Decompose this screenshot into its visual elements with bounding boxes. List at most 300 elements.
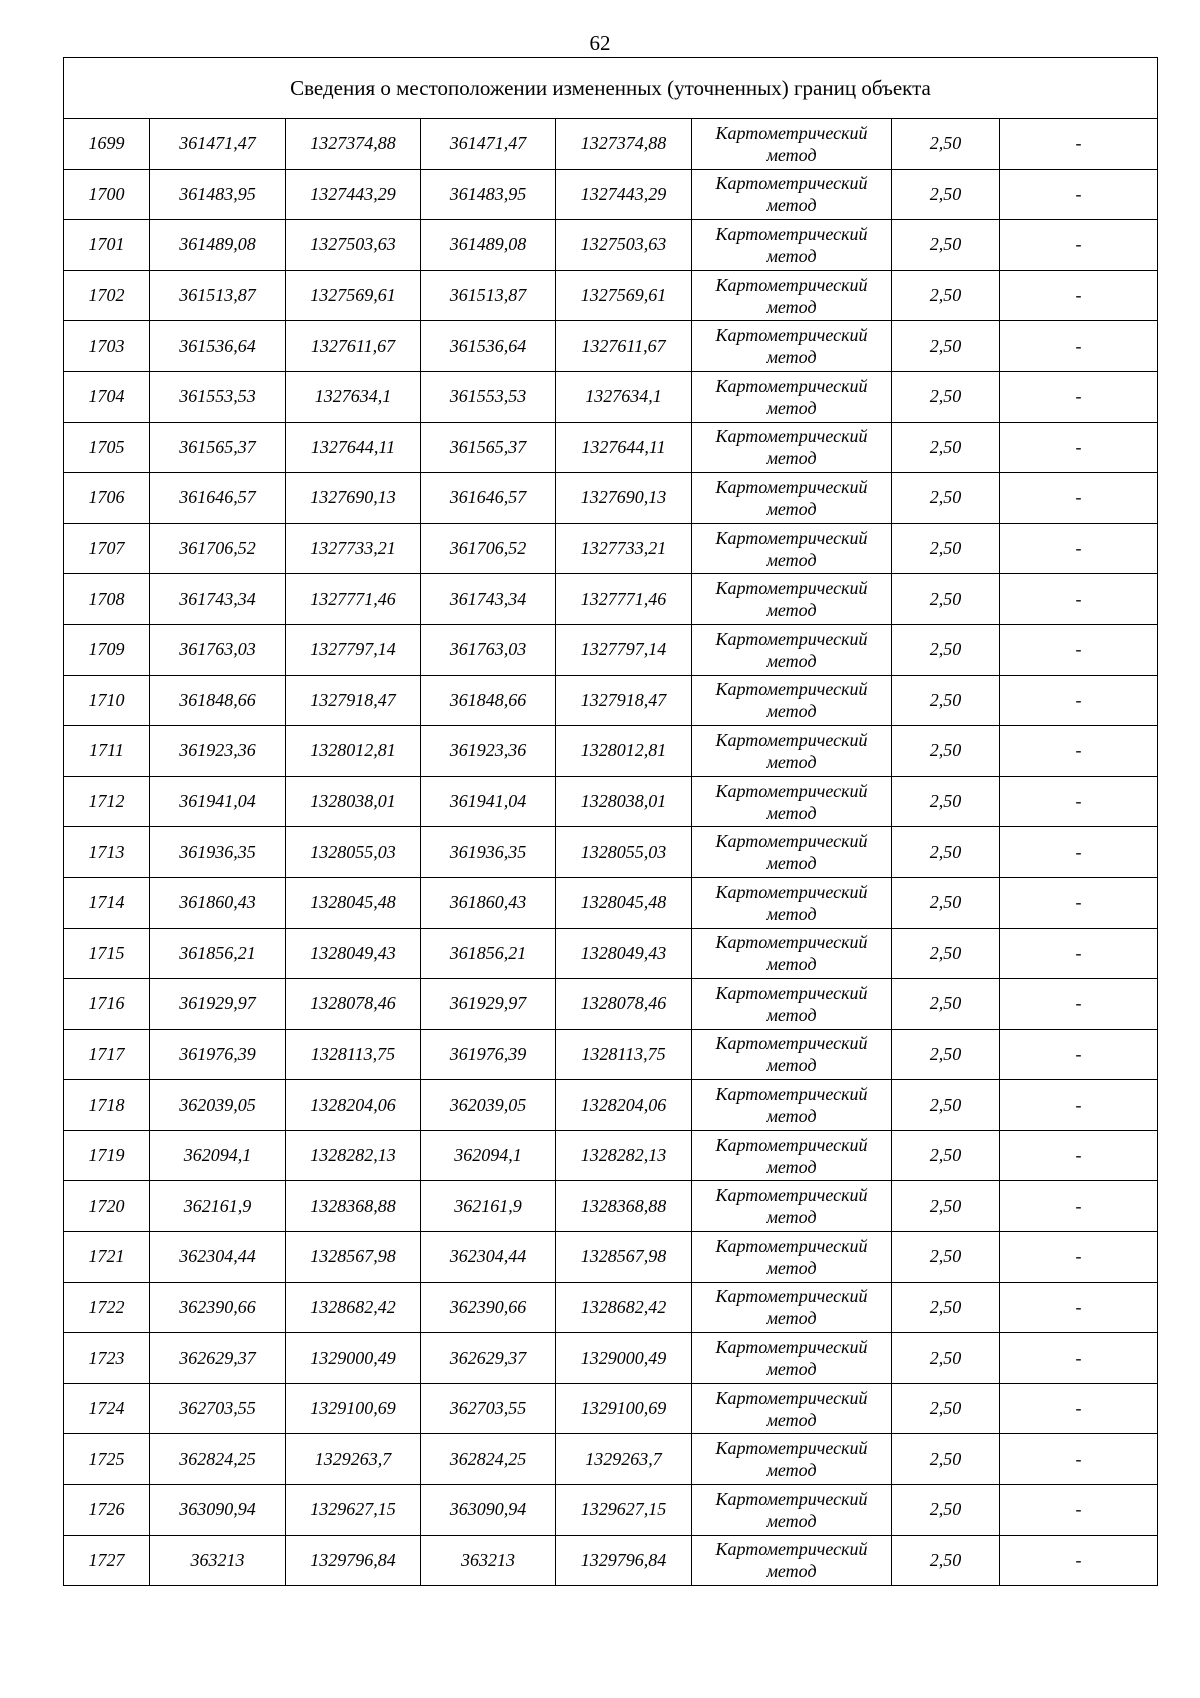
accuracy-cell: 2,50 <box>892 220 1000 271</box>
accuracy-cell: 2,50 <box>892 371 1000 422</box>
method-line-1: Картометрический <box>715 780 868 801</box>
accuracy-cell: 2,50 <box>892 1130 1000 1181</box>
method-line-2: метод <box>766 1055 817 1076</box>
table-row <box>64 1535 1158 1586</box>
method-line-2: метод <box>766 245 817 266</box>
point-number-cell: 1723 <box>64 1333 150 1384</box>
method-line-2: метод <box>766 954 817 975</box>
method-line-1: Картометрический <box>715 1286 868 1307</box>
y-existing-cell: 1328368,88 <box>286 1181 421 1232</box>
method-cell <box>692 1485 892 1536</box>
method-line-1: Картометрический <box>715 527 868 548</box>
table-row <box>64 1333 1158 1384</box>
x-existing-cell: 361483,95 <box>150 169 286 220</box>
method-line-1: Картометрический <box>715 1387 868 1408</box>
point-number-cell: 1720 <box>64 1181 150 1232</box>
y-existing-cell: 1328682,42 <box>286 1282 421 1333</box>
table-row <box>64 1232 1158 1283</box>
method-line-2: метод <box>766 1409 817 1430</box>
y-existing-cell: 1328113,75 <box>286 1029 421 1080</box>
x-existing-cell: 362703,55 <box>150 1383 286 1434</box>
description-cell: - <box>1000 624 1158 675</box>
point-number-cell: 1704 <box>64 371 150 422</box>
accuracy-cell: 2,50 <box>892 1333 1000 1384</box>
table-header-row <box>64 58 1158 119</box>
x-refined-cell: 362161,9 <box>421 1181 556 1232</box>
y-refined-cell: 1328055,03 <box>556 827 692 878</box>
y-existing-cell: 1327374,88 <box>286 119 421 170</box>
accuracy-cell: 2,50 <box>892 473 1000 524</box>
description-cell: - <box>1000 473 1158 524</box>
x-refined-cell: 361856,21 <box>421 928 556 979</box>
x-refined-cell: 361929,97 <box>421 979 556 1030</box>
x-refined-cell: 362703,55 <box>421 1383 556 1434</box>
point-number-cell: 1702 <box>64 270 150 321</box>
x-refined-cell: 361706,52 <box>421 523 556 574</box>
table-title: Сведения о местоположении измененных (уточненных) границ объекта <box>64 58 1158 119</box>
x-existing-cell: 362161,9 <box>150 1181 286 1232</box>
y-refined-cell: 1327690,13 <box>556 473 692 524</box>
method-line-2: метод <box>766 1004 817 1025</box>
method-line-2: метод <box>766 1308 817 1329</box>
accuracy-cell: 2,50 <box>892 1535 1000 1586</box>
description-cell: - <box>1000 726 1158 777</box>
accuracy-cell: 2,50 <box>892 1485 1000 1536</box>
method-cell <box>692 827 892 878</box>
x-existing-cell: 361706,52 <box>150 523 286 574</box>
y-existing-cell: 1327690,13 <box>286 473 421 524</box>
y-refined-cell: 1328204,06 <box>556 1080 692 1131</box>
description-cell: - <box>1000 776 1158 827</box>
point-number-cell: 1705 <box>64 422 150 473</box>
method-line-1: Картометрический <box>715 578 868 599</box>
point-number-cell: 1714 <box>64 877 150 928</box>
method-line-2: метод <box>766 144 817 165</box>
y-refined-cell: 1329796,84 <box>556 1535 692 1586</box>
page-number: 62 <box>589 31 611 55</box>
description-cell: - <box>1000 1080 1158 1131</box>
x-existing-cell: 361489,08 <box>150 220 286 271</box>
method-line-2: метод <box>766 802 817 823</box>
y-refined-cell: 1327569,61 <box>556 270 692 321</box>
table-row <box>64 270 1158 321</box>
y-existing-cell: 1327443,29 <box>286 169 421 220</box>
accuracy-cell: 2,50 <box>892 1434 1000 1485</box>
description-cell: - <box>1000 574 1158 625</box>
method-line-1: Картометрический <box>715 628 868 649</box>
x-refined-cell: 363090,94 <box>421 1485 556 1536</box>
accuracy-cell: 2,50 <box>892 1181 1000 1232</box>
x-refined-cell: 361536,64 <box>421 321 556 372</box>
table-row <box>64 1181 1158 1232</box>
method-cell <box>692 877 892 928</box>
x-existing-cell: 363213 <box>150 1535 286 1586</box>
table-row <box>64 1485 1158 1536</box>
description-cell: - <box>1000 371 1158 422</box>
y-existing-cell: 1328282,13 <box>286 1130 421 1181</box>
method-cell <box>692 776 892 827</box>
y-existing-cell: 1328038,01 <box>286 776 421 827</box>
accuracy-cell: 2,50 <box>892 422 1000 473</box>
x-existing-cell: 361565,37 <box>150 422 286 473</box>
accuracy-cell: 2,50 <box>892 321 1000 372</box>
method-line-2: метод <box>766 1460 817 1481</box>
method-line-2: метод <box>766 296 817 317</box>
point-number-cell: 1709 <box>64 624 150 675</box>
x-existing-cell: 362039,05 <box>150 1080 286 1131</box>
description-cell: - <box>1000 1181 1158 1232</box>
method-line-1: Картометрический <box>715 1337 868 1358</box>
y-refined-cell: 1328368,88 <box>556 1181 692 1232</box>
x-existing-cell: 361743,34 <box>150 574 286 625</box>
description-cell: - <box>1000 119 1158 170</box>
description-cell: - <box>1000 675 1158 726</box>
accuracy-cell: 2,50 <box>892 119 1000 170</box>
y-refined-cell: 1328567,98 <box>556 1232 692 1283</box>
table-row <box>64 1434 1158 1485</box>
y-refined-cell: 1328682,42 <box>556 1282 692 1333</box>
table-row <box>64 624 1158 675</box>
method-line-1: Картометрический <box>715 476 868 497</box>
method-cell <box>692 979 892 1030</box>
accuracy-cell: 2,50 <box>892 1080 1000 1131</box>
description-cell: - <box>1000 1485 1158 1536</box>
method-cell <box>692 1232 892 1283</box>
accuracy-cell: 2,50 <box>892 1232 1000 1283</box>
method-line-2: метод <box>766 853 817 874</box>
method-line-2: метод <box>766 600 817 621</box>
method-line-2: метод <box>766 549 817 570</box>
y-existing-cell: 1327771,46 <box>286 574 421 625</box>
method-line-1: Картометрический <box>715 1539 868 1560</box>
y-refined-cell: 1327644,11 <box>556 422 692 473</box>
method-line-1: Картометрический <box>715 1235 868 1256</box>
description-cell: - <box>1000 877 1158 928</box>
table-row <box>64 523 1158 574</box>
x-existing-cell: 361860,43 <box>150 877 286 928</box>
method-line-1: Картометрический <box>715 1438 868 1459</box>
x-refined-cell: 361471,47 <box>421 119 556 170</box>
table-row <box>64 371 1158 422</box>
y-refined-cell: 1328049,43 <box>556 928 692 979</box>
method-cell <box>692 1181 892 1232</box>
method-line-1: Картометрический <box>715 1185 868 1206</box>
point-number-cell: 1726 <box>64 1485 150 1536</box>
description-cell: - <box>1000 1130 1158 1181</box>
y-existing-cell: 1327569,61 <box>286 270 421 321</box>
table-row <box>64 574 1158 625</box>
table-row <box>64 1130 1158 1181</box>
method-line-1: Картометрический <box>715 831 868 852</box>
table-row <box>64 827 1158 878</box>
x-refined-cell: 361848,66 <box>421 675 556 726</box>
y-existing-cell: 1328055,03 <box>286 827 421 878</box>
description-cell: - <box>1000 1333 1158 1384</box>
y-existing-cell: 1327634,1 <box>286 371 421 422</box>
method-line-2: метод <box>766 448 817 469</box>
method-cell <box>692 726 892 777</box>
accuracy-cell: 2,50 <box>892 574 1000 625</box>
point-number-cell: 1717 <box>64 1029 150 1080</box>
accuracy-cell: 2,50 <box>892 169 1000 220</box>
method-line-1: Картометрический <box>715 1488 868 1509</box>
x-existing-cell: 361941,04 <box>150 776 286 827</box>
method-cell <box>692 119 892 170</box>
y-existing-cell: 1329000,49 <box>286 1333 421 1384</box>
accuracy-cell: 2,50 <box>892 1383 1000 1434</box>
method-cell <box>692 1029 892 1080</box>
y-refined-cell: 1328282,13 <box>556 1130 692 1181</box>
y-refined-cell: 1329627,15 <box>556 1485 692 1536</box>
method-line-1: Картометрический <box>715 325 868 346</box>
x-existing-cell: 361976,39 <box>150 1029 286 1080</box>
y-existing-cell: 1327733,21 <box>286 523 421 574</box>
method-cell <box>692 473 892 524</box>
y-refined-cell: 1328045,48 <box>556 877 692 928</box>
description-cell: - <box>1000 827 1158 878</box>
x-refined-cell: 361489,08 <box>421 220 556 271</box>
y-existing-cell: 1328567,98 <box>286 1232 421 1283</box>
y-refined-cell: 1327634,1 <box>556 371 692 422</box>
y-refined-cell: 1328078,46 <box>556 979 692 1030</box>
method-line-1: Картометрический <box>715 223 868 244</box>
x-refined-cell: 361936,35 <box>421 827 556 878</box>
y-refined-cell: 1329263,7 <box>556 1434 692 1485</box>
x-existing-cell: 361856,21 <box>150 928 286 979</box>
y-refined-cell: 1327918,47 <box>556 675 692 726</box>
method-line-1: Картометрический <box>715 932 868 953</box>
x-refined-cell: 363213 <box>421 1535 556 1586</box>
method-line-1: Картометрический <box>715 881 868 902</box>
table-row <box>64 169 1158 220</box>
y-refined-cell: 1329000,49 <box>556 1333 692 1384</box>
y-refined-cell: 1328113,75 <box>556 1029 692 1080</box>
x-existing-cell: 362390,66 <box>150 1282 286 1333</box>
x-existing-cell: 362094,1 <box>150 1130 286 1181</box>
y-refined-cell: 1327771,46 <box>556 574 692 625</box>
x-refined-cell: 361743,34 <box>421 574 556 625</box>
boundary-coordinates-table <box>63 57 1158 1586</box>
x-refined-cell: 361941,04 <box>421 776 556 827</box>
table-row <box>64 1029 1158 1080</box>
point-number-cell: 1724 <box>64 1383 150 1434</box>
y-refined-cell: 1328038,01 <box>556 776 692 827</box>
x-existing-cell: 361536,64 <box>150 321 286 372</box>
description-cell: - <box>1000 1029 1158 1080</box>
description-cell: - <box>1000 220 1158 271</box>
x-refined-cell: 362039,05 <box>421 1080 556 1131</box>
method-line-2: метод <box>766 1359 817 1380</box>
accuracy-cell: 2,50 <box>892 1029 1000 1080</box>
x-existing-cell: 361646,57 <box>150 473 286 524</box>
table-row <box>64 877 1158 928</box>
method-cell <box>692 1282 892 1333</box>
method-line-1: Картометрический <box>715 122 868 143</box>
accuracy-cell: 2,50 <box>892 523 1000 574</box>
table-row <box>64 1383 1158 1434</box>
method-cell <box>692 1080 892 1131</box>
table-row <box>64 1282 1158 1333</box>
method-line-1: Картометрический <box>715 982 868 1003</box>
y-existing-cell: 1327644,11 <box>286 422 421 473</box>
point-number-cell: 1708 <box>64 574 150 625</box>
method-cell <box>692 270 892 321</box>
y-existing-cell: 1327918,47 <box>286 675 421 726</box>
method-line-1: Картометрический <box>715 375 868 396</box>
x-existing-cell: 361923,36 <box>150 726 286 777</box>
method-line-2: метод <box>766 751 817 772</box>
table-row <box>64 675 1158 726</box>
method-cell <box>692 1130 892 1181</box>
y-refined-cell: 1328012,81 <box>556 726 692 777</box>
method-line-2: метод <box>766 195 817 216</box>
x-refined-cell: 362390,66 <box>421 1282 556 1333</box>
accuracy-cell: 2,50 <box>892 776 1000 827</box>
method-line-1: Картометрический <box>715 274 868 295</box>
description-cell: - <box>1000 979 1158 1030</box>
x-existing-cell: 362824,25 <box>150 1434 286 1485</box>
point-number-cell: 1725 <box>64 1434 150 1485</box>
method-line-2: метод <box>766 1257 817 1278</box>
accuracy-cell: 2,50 <box>892 979 1000 1030</box>
y-existing-cell: 1329796,84 <box>286 1535 421 1586</box>
method-cell <box>692 675 892 726</box>
method-cell <box>692 1434 892 1485</box>
point-number-cell: 1706 <box>64 473 150 524</box>
y-existing-cell: 1329100,69 <box>286 1383 421 1434</box>
description-cell: - <box>1000 422 1158 473</box>
point-number-cell: 1707 <box>64 523 150 574</box>
method-cell <box>692 321 892 372</box>
method-line-2: метод <box>766 1561 817 1582</box>
method-line-1: Картометрический <box>715 173 868 194</box>
x-existing-cell: 361848,66 <box>150 675 286 726</box>
x-existing-cell: 361471,47 <box>150 119 286 170</box>
y-existing-cell: 1329627,15 <box>286 1485 421 1536</box>
x-refined-cell: 362304,44 <box>421 1232 556 1283</box>
method-line-1: Картометрический <box>715 729 868 750</box>
y-refined-cell: 1327374,88 <box>556 119 692 170</box>
x-existing-cell: 362304,44 <box>150 1232 286 1283</box>
table-row <box>64 422 1158 473</box>
point-number-cell: 1722 <box>64 1282 150 1333</box>
description-cell: - <box>1000 928 1158 979</box>
point-number-cell: 1699 <box>64 119 150 170</box>
accuracy-cell: 2,50 <box>892 624 1000 675</box>
description-cell: - <box>1000 169 1158 220</box>
table-row <box>64 979 1158 1030</box>
method-line-1: Картометрический <box>715 1033 868 1054</box>
point-number-cell: 1716 <box>64 979 150 1030</box>
y-existing-cell: 1328078,46 <box>286 979 421 1030</box>
method-cell <box>692 928 892 979</box>
method-line-1: Картометрический <box>715 1134 868 1155</box>
description-cell: - <box>1000 270 1158 321</box>
method-line-2: метод <box>766 650 817 671</box>
accuracy-cell: 2,50 <box>892 1282 1000 1333</box>
description-cell: - <box>1000 1535 1158 1586</box>
y-refined-cell: 1327797,14 <box>556 624 692 675</box>
accuracy-cell: 2,50 <box>892 827 1000 878</box>
method-cell <box>692 574 892 625</box>
method-line-1: Картометрический <box>715 679 868 700</box>
method-line-2: метод <box>766 397 817 418</box>
x-refined-cell: 361763,03 <box>421 624 556 675</box>
method-cell <box>692 1535 892 1586</box>
x-refined-cell: 361646,57 <box>421 473 556 524</box>
description-cell: - <box>1000 1434 1158 1485</box>
method-cell <box>692 523 892 574</box>
table-row <box>64 776 1158 827</box>
method-line-2: метод <box>766 347 817 368</box>
accuracy-cell: 2,50 <box>892 877 1000 928</box>
point-number-cell: 1711 <box>64 726 150 777</box>
method-line-2: метод <box>766 1156 817 1177</box>
x-refined-cell: 361860,43 <box>421 877 556 928</box>
x-existing-cell: 361553,53 <box>150 371 286 422</box>
point-number-cell: 1713 <box>64 827 150 878</box>
point-number-cell: 1712 <box>64 776 150 827</box>
method-line-2: метод <box>766 1207 817 1228</box>
accuracy-cell: 2,50 <box>892 675 1000 726</box>
x-refined-cell: 361976,39 <box>421 1029 556 1080</box>
x-existing-cell: 361763,03 <box>150 624 286 675</box>
method-line-2: метод <box>766 1510 817 1531</box>
y-existing-cell: 1328045,48 <box>286 877 421 928</box>
y-existing-cell: 1327503,63 <box>286 220 421 271</box>
accuracy-cell: 2,50 <box>892 928 1000 979</box>
y-existing-cell: 1327611,67 <box>286 321 421 372</box>
table-row <box>64 473 1158 524</box>
y-existing-cell: 1329263,7 <box>286 1434 421 1485</box>
table-row <box>64 119 1158 170</box>
accuracy-cell: 2,50 <box>892 270 1000 321</box>
x-refined-cell: 361513,87 <box>421 270 556 321</box>
x-existing-cell: 363090,94 <box>150 1485 286 1536</box>
x-refined-cell: 362824,25 <box>421 1434 556 1485</box>
point-number-cell: 1718 <box>64 1080 150 1131</box>
table-row <box>64 321 1158 372</box>
x-refined-cell: 361923,36 <box>421 726 556 777</box>
point-number-cell: 1721 <box>64 1232 150 1283</box>
accuracy-cell: 2,50 <box>892 726 1000 777</box>
y-refined-cell: 1327503,63 <box>556 220 692 271</box>
y-refined-cell: 1327443,29 <box>556 169 692 220</box>
description-cell: - <box>1000 1282 1158 1333</box>
method-cell <box>692 371 892 422</box>
x-refined-cell: 361565,37 <box>421 422 556 473</box>
table-row <box>64 726 1158 777</box>
point-number-cell: 1700 <box>64 169 150 220</box>
method-line-1: Картометрический <box>715 426 868 447</box>
y-existing-cell: 1328012,81 <box>286 726 421 777</box>
point-number-cell: 1715 <box>64 928 150 979</box>
method-cell <box>692 624 892 675</box>
point-number-cell: 1727 <box>64 1535 150 1586</box>
x-refined-cell: 361483,95 <box>421 169 556 220</box>
x-existing-cell: 362629,37 <box>150 1333 286 1384</box>
x-refined-cell: 362629,37 <box>421 1333 556 1384</box>
x-existing-cell: 361929,97 <box>150 979 286 1030</box>
description-cell: - <box>1000 1383 1158 1434</box>
description-cell: - <box>1000 321 1158 372</box>
x-refined-cell: 362094,1 <box>421 1130 556 1181</box>
y-refined-cell: 1327733,21 <box>556 523 692 574</box>
y-existing-cell: 1327797,14 <box>286 624 421 675</box>
method-cell <box>692 422 892 473</box>
point-number-cell: 1719 <box>64 1130 150 1181</box>
table-row <box>64 928 1158 979</box>
